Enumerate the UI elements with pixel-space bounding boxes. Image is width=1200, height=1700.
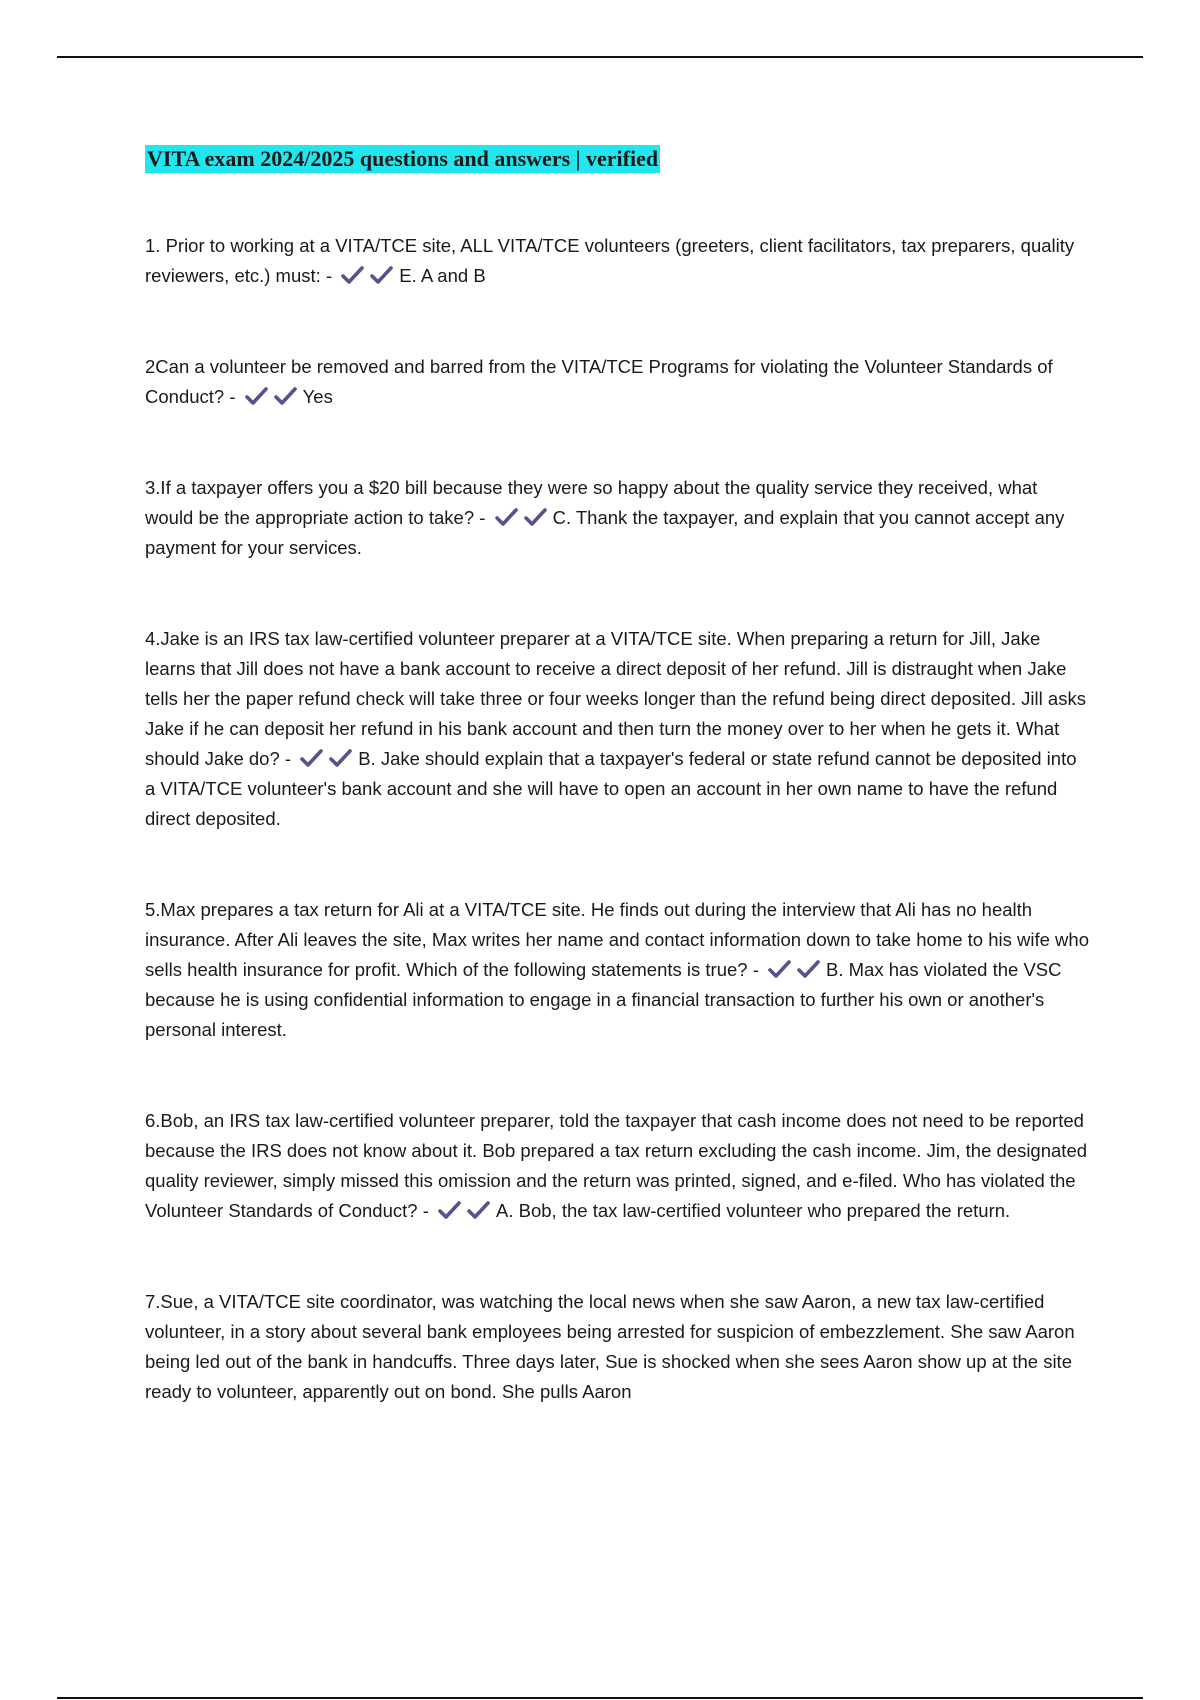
answer-text: Yes (302, 386, 333, 407)
question-text: 6.Bob, an IRS tax law-certified volunteer preparer, told the taxpayer that cash income does not need to be reported because the IRS does not know about it. Bob prepared a tax return excluding the cash income. Jim, the designated quality reviewer, simply missed this omission and the return was printed, signed, and e-filed. Who has violated the Volunteer Standards of Conduct? (145, 1110, 1088, 1221)
bottom-rule (57, 1697, 1143, 1699)
qa-item-4 (145, 624, 1090, 834)
answer-text: C. Thank the taxpayer, and explain that you cannot accept any payment for your services. (145, 507, 1065, 558)
checkmark-icon (438, 1200, 461, 1220)
checkmark-icon (329, 748, 352, 768)
answer-separator: - (479, 507, 486, 528)
checkmark-icon (341, 265, 364, 285)
question-text: 7.Sue, a VITA/TCE site coordinator, was watching the local news when she saw Aaron, a new tax law-certified volunteer, in a story about several bank employees being arrested for suspicion of embezzlement. She saw Aaron being led out of the bank in handcuffs. Three days later, Sue is shocked when she sees Aaron show up at the site ready to volunteer, apparently out on bond. She pulls Aaron (145, 1291, 1075, 1402)
document-body (145, 145, 1090, 1407)
qa-item-1 (145, 231, 1090, 291)
question-text: 2Can a volunteer be removed and barred from the VITA/TCE Programs for violating the Volunteer Standards of Conduct? (145, 356, 1053, 407)
document-title: VITA exam 2024/2025 questions and answers | verified (147, 146, 659, 171)
qa-item-6 (145, 1106, 1090, 1226)
answer-text: A. Bob, the tax law-certified volunteer who prepared the return. (496, 1200, 1011, 1221)
answer-text: B. Max has violated the VSC because he is using confidential information to engage in a financial transaction to further his own or another's personal interest. (145, 959, 1062, 1040)
checkmark-icon (467, 1200, 490, 1220)
qa-item-7 (145, 1287, 1090, 1407)
qa-item-5 (145, 895, 1090, 1045)
qa-item-3 (145, 473, 1090, 563)
top-rule (57, 56, 1143, 58)
checkmark-icon (245, 386, 268, 406)
answer-separator: - (752, 959, 759, 980)
question-text: 3.If a taxpayer offers you a $20 bill because they were so happy about the quality service they received, what would be the appropriate action to take? (145, 477, 1038, 528)
checkmark-icon (370, 265, 393, 285)
answer-text: B. Jake should explain that a taxpayer's federal or state refund cannot be deposited into a VITA/TCE volunteer's bank account and she will have to open an account in her own name to have the refund direct deposited. (145, 748, 1077, 829)
answer-separator: - (229, 386, 236, 407)
question-text: 5.Max prepares a tax return for Ali at a VITA/TCE site. He finds out during the interview that Ali has no health insurance. After Ali leaves the site, Max writes her name and contact information down to take home to his wife who sells health insurance for profit. Which of the following statements is true? (145, 899, 1089, 980)
checkmark-icon (300, 748, 323, 768)
question-text: 1. Prior to working at a VITA/TCE site, ALL VITA/TCE volunteers (greeters, client facilitators, tax preparers, quality reviewers, etc.) must: (145, 235, 1075, 286)
answer-separator: - (325, 265, 333, 286)
checkmark-icon (768, 959, 791, 979)
qa-item-2 (145, 352, 1090, 412)
answer-separator: - (422, 1200, 429, 1221)
checkmark-icon (524, 507, 547, 527)
question-text: 4.Jake is an IRS tax law-certified volunteer preparer at a VITA/TCE site. When preparing a return for Jill, Jake learns that Jill does not have a bank account to receive a direct deposit of her refund. Jill is distraught when Jake tells her the paper refund check will take three or four weeks longer than the refund being direct deposited. Jill asks Jake if he can deposit her refund in his bank account and then turn the money over to her when he gets it. What should Jake do? (145, 628, 1086, 769)
checkmark-icon (797, 959, 820, 979)
answer-text: E. A and B (399, 265, 486, 286)
checkmark-icon (495, 507, 518, 527)
answer-separator: - (284, 748, 292, 769)
checkmark-icon (274, 386, 297, 406)
